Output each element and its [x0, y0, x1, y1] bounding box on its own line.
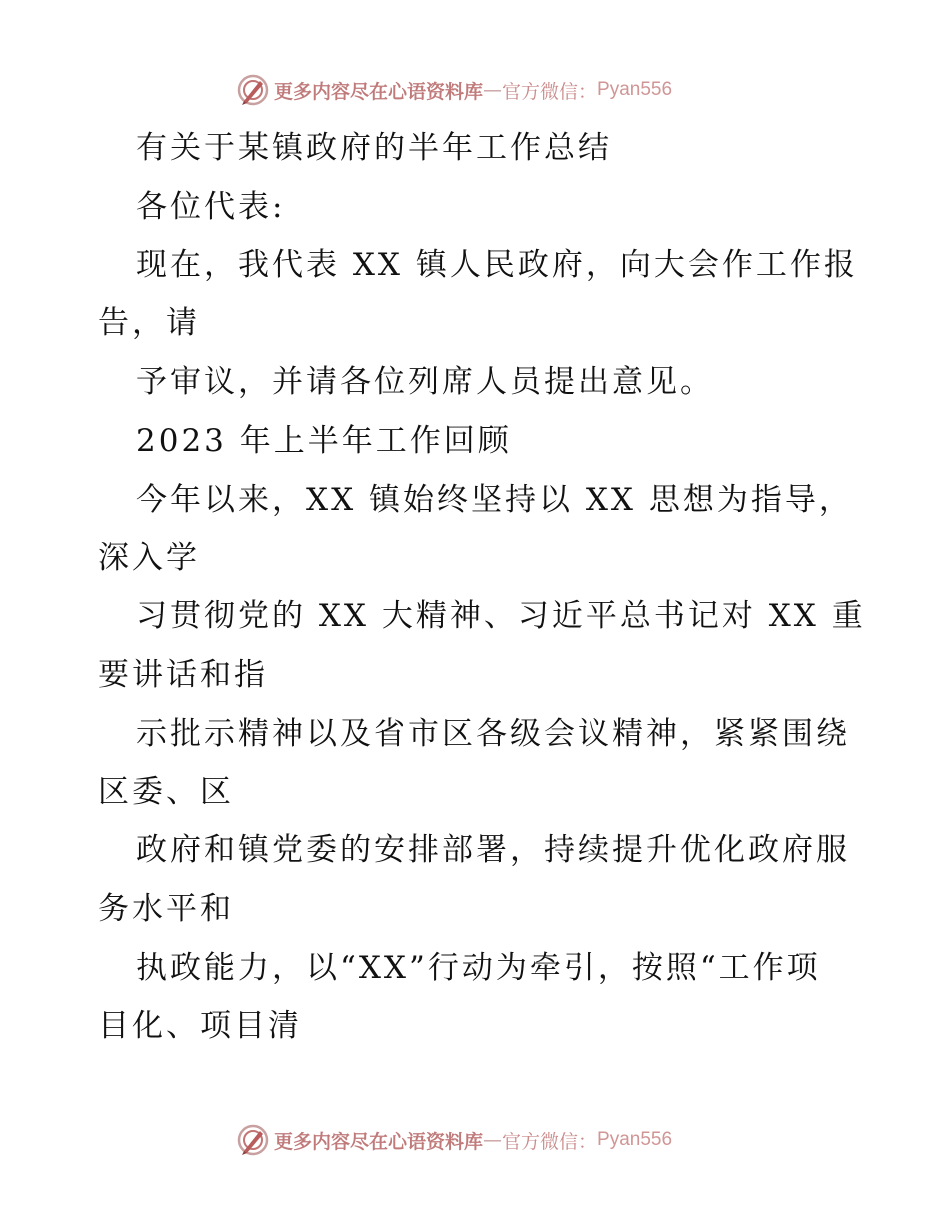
text-line: 习贯彻党的 XX 大精神、习近平总书记对 XX 重 — [136, 598, 866, 634]
document-title: 有关于某镇政府的半年工作总结 — [136, 130, 612, 166]
watermark-brand: 更多内容尽在心语资料库 — [274, 1130, 484, 1153]
watermark-contact-label: 官方微信： — [502, 80, 598, 103]
watermark-contact-handle: Pyan556 — [597, 1129, 673, 1150]
salutation: 各位代表: — [136, 189, 286, 225]
text-line: 示批示精神以及省市区各级会议精神，紧紧围绕 — [136, 716, 850, 752]
watermark-contact-handle: Pyan556 — [597, 79, 673, 100]
text-line: 现在，我代表 XX 镇人民政府，向大会作工作报 — [136, 247, 858, 283]
pen-logo-icon — [236, 1123, 270, 1157]
text-line: 要讲话和指 — [98, 657, 268, 693]
text-line: 区委、区 — [98, 774, 234, 810]
text-line: 政府和镇党委的安排部署，持续提升优化政府服 — [136, 832, 850, 868]
text-line: 告，请 — [98, 305, 200, 341]
footer-watermark — [236, 1122, 672, 1158]
text-line: 深入学 — [98, 540, 200, 576]
header-watermark — [236, 72, 672, 108]
pen-logo-icon — [236, 73, 270, 107]
watermark-contact-label: 官方微信： — [502, 1130, 598, 1153]
watermark-separator: — — [483, 79, 503, 101]
text-line: 目化、项目清 — [98, 1008, 302, 1044]
text-line: 执政能力，以“XX”行动为牵引，按照“工作项 — [136, 950, 821, 986]
section-heading: 2023 年上半年工作回顾 — [136, 423, 512, 459]
watermark-brand: 更多内容尽在心语资料库 — [274, 80, 484, 103]
text-line: 予审议，并请各位列席人员提出意见。 — [136, 364, 714, 400]
text-line: 务水平和 — [98, 891, 234, 927]
text-line: 今年以来，XX 镇始终坚持以 XX 思想为指导， — [136, 482, 853, 518]
watermark-separator: — — [483, 1129, 503, 1151]
